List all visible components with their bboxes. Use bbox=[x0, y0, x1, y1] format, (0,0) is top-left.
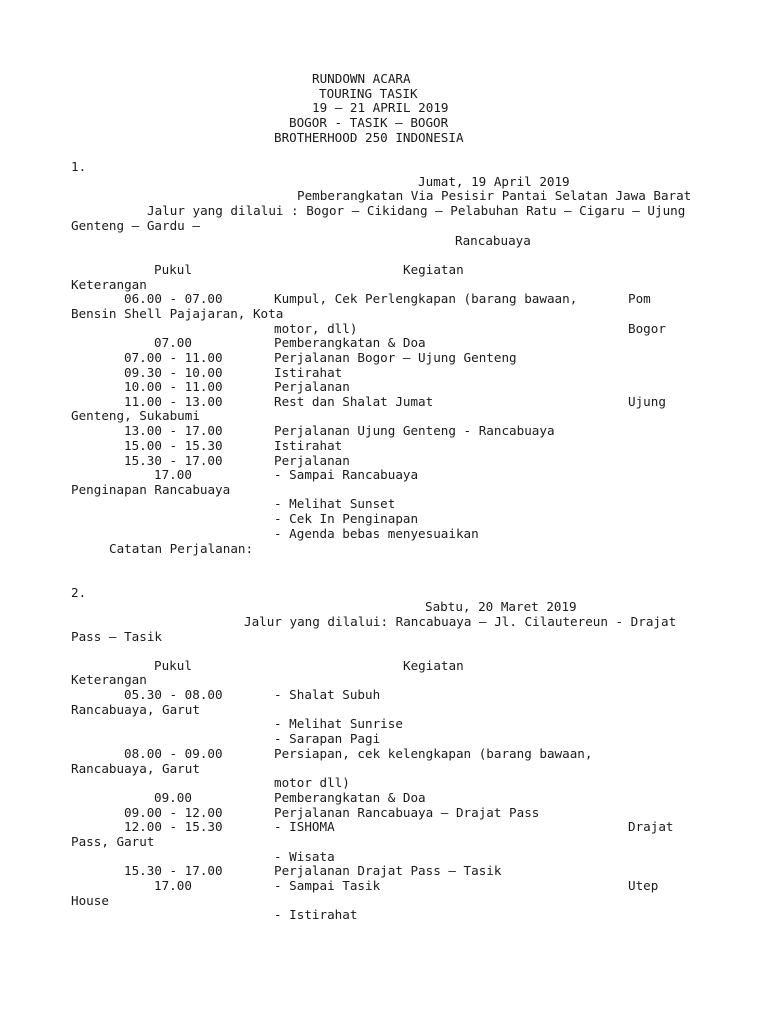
schedule-activity: Perjalanan Rancabuaya – Drajat Pass bbox=[274, 805, 540, 820]
header-route: BOGOR - TASIK – BOGOR bbox=[289, 115, 449, 130]
schedule-time: 07.00 bbox=[154, 335, 192, 350]
header-title: RUNDOWN ACARA bbox=[312, 71, 411, 86]
schedule-activity: Perjalanan Drajat Pass – Tasik bbox=[274, 863, 502, 878]
schedule-note: Utep bbox=[628, 878, 659, 893]
schedule-time: 10.00 - 11.00 bbox=[124, 379, 223, 394]
schedule-activity: Perjalanan bbox=[274, 379, 350, 394]
schedule-time: 15.30 - 17.00 bbox=[124, 863, 223, 878]
schedule-note: Bogor bbox=[628, 321, 666, 336]
schedule-activity: - Istirahat bbox=[274, 907, 358, 922]
schedule-activity: Perjalanan bbox=[274, 453, 350, 468]
schedule-note-cont: Penginapan Rancabuaya bbox=[71, 482, 231, 497]
header-date: 19 – 21 APRIL 2019 bbox=[312, 100, 449, 115]
schedule-activity: - Cek In Penginapan bbox=[274, 511, 419, 526]
schedule-activity: Persiapan, cek kelengkapan (barang bawaan, bbox=[274, 746, 593, 761]
schedule-time: 11.00 - 13.00 bbox=[124, 394, 223, 409]
schedule-note-cont: Bensin Shell Pajajaran, Kota bbox=[71, 306, 284, 321]
schedule-note-cont: House bbox=[71, 893, 109, 908]
section1-col-kegiatan: Kegiatan bbox=[403, 262, 464, 277]
schedule-activity: motor, dll) bbox=[274, 321, 358, 336]
schedule-activity: - Melihat Sunrise bbox=[274, 716, 403, 731]
schedule-time: 15.00 - 15.30 bbox=[124, 438, 223, 453]
schedule-activity: Istirahat bbox=[274, 365, 343, 380]
schedule-activity: Rest dan Shalat Jumat bbox=[274, 394, 434, 409]
section1-col-keterangan: Keterangan bbox=[71, 277, 147, 292]
section1-number: 1. bbox=[71, 159, 87, 174]
schedule-time: 08.00 - 09.00 bbox=[124, 746, 223, 761]
schedule-activity: - Agenda bebas menyesuaikan bbox=[274, 526, 479, 541]
section1-title: Pemberangkatan Via Pesisir Pantai Selatan Jawa Barat bbox=[297, 188, 692, 203]
schedule-note-cont: Pass, Garut bbox=[71, 834, 155, 849]
schedule-time: 09.00 - 12.00 bbox=[124, 805, 223, 820]
schedule-time: 13.00 - 17.00 bbox=[124, 423, 223, 438]
schedule-time: 05.30 - 08.00 bbox=[124, 687, 223, 702]
schedule-activity: Istirahat bbox=[274, 438, 343, 453]
section2-col-kegiatan: Kegiatan bbox=[403, 658, 464, 673]
schedule-activity: - ISHOMA bbox=[274, 819, 335, 834]
schedule-time: 06.00 - 07.00 bbox=[124, 291, 223, 306]
schedule-activity: Kumpul, Cek Perlengkapan (barang bawaan, bbox=[274, 291, 578, 306]
schedule-activity: Pemberangkatan & Doa bbox=[274, 790, 426, 805]
section1-col-pukul: Pukul bbox=[154, 262, 192, 277]
section2-col-pukul: Pukul bbox=[154, 658, 192, 673]
section1-route: Jalur yang dilalui : Bogor – Cikidang – Pelabuhan Ratu – Cigaru – Ujung bbox=[147, 203, 686, 218]
schedule-time: 09.00 bbox=[154, 790, 192, 805]
schedule-time: 09.30 - 10.00 bbox=[124, 365, 223, 380]
section1-catatan: Catatan Perjalanan: bbox=[109, 541, 254, 556]
section1-route-end: Rancabuaya bbox=[455, 233, 531, 248]
schedule-activity: Perjalanan Bogor – Ujung Genteng bbox=[274, 350, 517, 365]
schedule-activity: Pemberangkatan & Doa bbox=[274, 335, 426, 350]
section1-date: Jumat, 19 April 2019 bbox=[418, 174, 570, 189]
schedule-note: Ujung bbox=[628, 394, 666, 409]
section2-date: Sabtu, 20 Maret 2019 bbox=[425, 599, 577, 614]
schedule-activity: - Shalat Subuh bbox=[274, 687, 381, 702]
schedule-note-cont: Genteng, Sukabumi bbox=[71, 408, 200, 423]
section1-route-cont: Genteng – Gardu – bbox=[71, 218, 200, 233]
schedule-note: Drajat bbox=[628, 819, 674, 834]
section2-route: Jalur yang dilalui: Rancabuaya – Jl. Cilautereun - Drajat bbox=[244, 614, 677, 629]
schedule-time: 17.00 bbox=[154, 467, 192, 482]
schedule-time: 12.00 - 15.30 bbox=[124, 819, 223, 834]
schedule-activity: - Melihat Sunset bbox=[274, 496, 396, 511]
schedule-activity: - Sampai Tasik bbox=[274, 878, 381, 893]
header-organizer: BROTHERHOOD 250 INDONESIA bbox=[274, 130, 464, 145]
schedule-time: 17.00 bbox=[154, 878, 192, 893]
header-subtitle: TOURING TASIK bbox=[319, 86, 418, 101]
schedule-time: 07.00 - 11.00 bbox=[124, 350, 223, 365]
section2-col-keterangan: Keterangan bbox=[71, 672, 147, 687]
schedule-note-cont: Rancabuaya, Garut bbox=[71, 761, 200, 776]
section2-number: 2. bbox=[71, 585, 87, 600]
schedule-note: Pom bbox=[628, 291, 651, 306]
schedule-note-cont: Rancabuaya, Garut bbox=[71, 702, 200, 717]
schedule-activity: Perjalanan Ujung Genteng - Rancabuaya bbox=[274, 423, 555, 438]
schedule-activity: motor dll) bbox=[274, 775, 350, 790]
section2-route-cont: Pass – Tasik bbox=[71, 629, 162, 644]
schedule-activity: - Sarapan Pagi bbox=[274, 731, 381, 746]
schedule-time: 15.30 - 17.00 bbox=[124, 453, 223, 468]
schedule-activity: - Wisata bbox=[274, 849, 335, 864]
schedule-activity: - Sampai Rancabuaya bbox=[274, 467, 419, 482]
